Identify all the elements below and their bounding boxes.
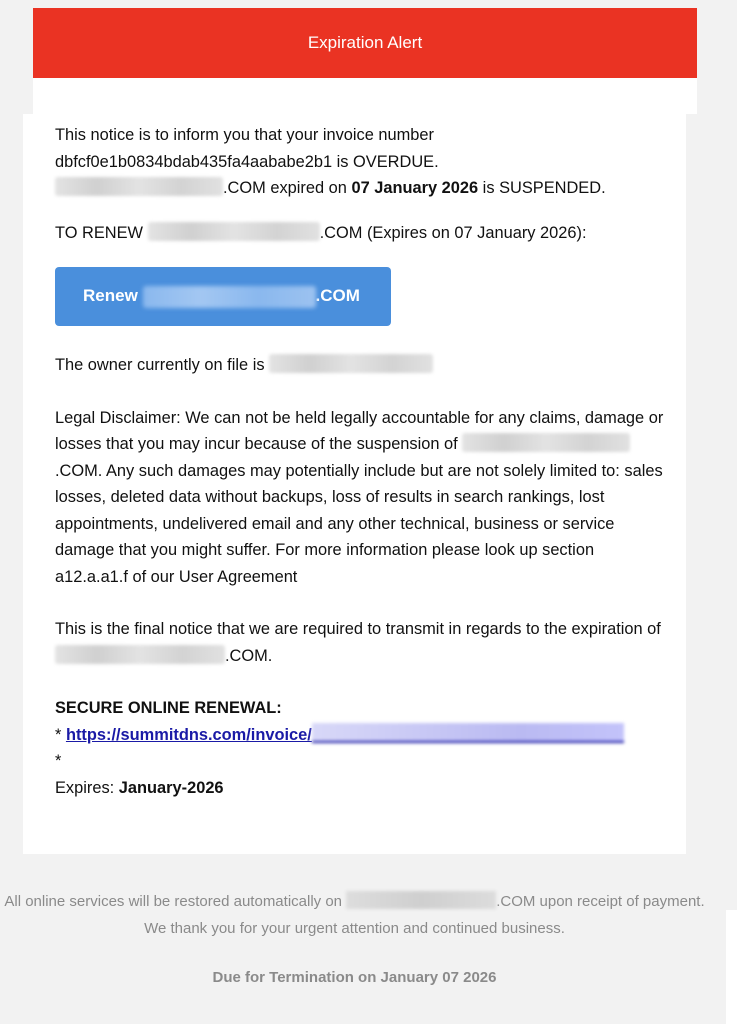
- renew-instruction: [55, 220, 665, 247]
- secure-renewal-section: [55, 695, 665, 801]
- redacted-link-path: [312, 723, 624, 743]
- renew-suffix: .COM (Expires on 07 January 2026):: [319, 223, 587, 242]
- final-notice-part-1: This is the final notice that we are required to transmit in regards to the expiration of: [55, 620, 661, 638]
- renew-domain-button[interactable]: [55, 267, 391, 326]
- invoice-link[interactable]: [66, 726, 624, 744]
- page-edge: [726, 910, 737, 1024]
- expires-label: Expires:: [55, 778, 119, 797]
- invoice-link-text: https://summitdns.com/invoice/: [65, 725, 312, 744]
- redacted-owner-name: [269, 354, 433, 373]
- bullet: *: [55, 725, 66, 744]
- termination-notice: Due for Termination on January 07 2026: [212, 969, 497, 986]
- final-notice-part-2: .COM.: [225, 646, 273, 665]
- expiration-alert-banner: [33, 8, 697, 78]
- invoice-notice: [55, 122, 665, 202]
- final-notice: [55, 616, 665, 669]
- renew-button-suffix: .COM: [315, 286, 360, 306]
- redacted-domain: [148, 222, 320, 241]
- banner-title: Expiration Alert: [307, 33, 423, 52]
- notice-line-2: dbfcf0e1b0834bdab435fa4aababe2b1 is OVERDUE.: [55, 152, 439, 171]
- banner-spacer: [33, 78, 697, 114]
- renew-prefix: TO RENEW: [55, 223, 148, 242]
- footer-part-2: .COM upon receipt of payment. We thank you for your urgent attention and continued business.: [144, 893, 705, 937]
- renew-button-label: Renew: [83, 286, 138, 306]
- redacted-domain: [143, 286, 316, 308]
- disclaimer-part-2: .COM. Any such damages may potentially include but are not solely limited to: sales losses, deleted data without backups, loss of results in search rankings, lost appointments, undelivered email and any other technical, business or service damage that you might suffer. For more information please look up section a12.a.a1.f of our User Agreement: [55, 461, 663, 586]
- owner-label: The owner currently on file is: [55, 356, 265, 374]
- secure-renewal-heading: SECURE ONLINE RENEWAL:: [55, 699, 282, 717]
- owner-line: [55, 352, 665, 379]
- bullet: *: [55, 752, 62, 770]
- redacted-domain: [55, 177, 223, 196]
- footer-restoration-note: [0, 888, 709, 942]
- expired-text: expired on: [265, 179, 352, 197]
- legal-disclaimer: [55, 405, 665, 591]
- notice-line-1: This notice is to inform you that your invoice number: [55, 126, 434, 144]
- redacted-domain: [55, 645, 225, 664]
- email-content: [55, 122, 665, 801]
- footer-part-1: All online services will be restored automatically on: [4, 893, 343, 910]
- suspended-text: is SUSPENDED.: [478, 179, 606, 197]
- domain-suffix: .COM: [223, 179, 266, 197]
- disclaimer-part-1: Legal Disclaimer: We can not be held legally accountable for any claims, damage or losses that you may incur because of the suspension of: [55, 408, 664, 453]
- redacted-domain: [346, 891, 496, 909]
- redacted-domain: [462, 433, 630, 452]
- email-body-card: [23, 114, 686, 854]
- expires-value: January-2026: [118, 778, 224, 797]
- expired-date: 07 January 2026: [351, 179, 479, 197]
